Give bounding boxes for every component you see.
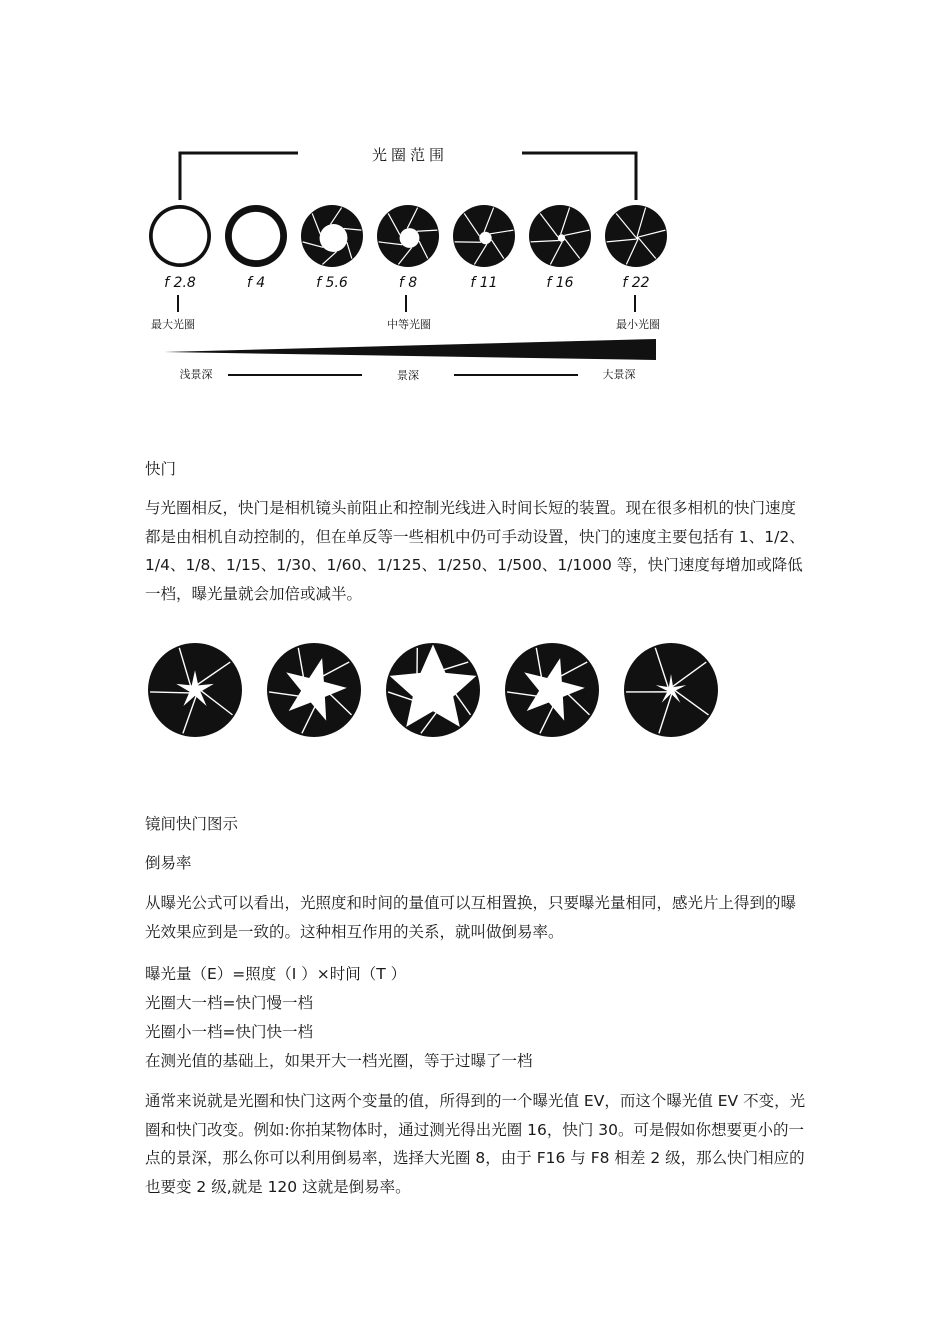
shutter-figure-caption: 镜间快门图示 [145, 815, 239, 833]
aperture-diaphragm-3 [301, 205, 363, 267]
leaf-shutter-5 [624, 643, 718, 737]
shutter-paragraph: 与光圈相反，快门是相机镜头前阻止和控制光线进入时间长短的装置。现在很多相机的快门速度都是由相机自动控制的，但在单反等一些相机中仍可手动设置，快门的速度主要包括有 1、1/2、1/4、1/8、1/15、1/30、1/60、1/125、1/250、1/500、1/1000 等，快门速度每增加或降低一档，曝光量就会加倍或减半。 [145, 499, 805, 603]
section-title-reciprocity: 倒易率 [145, 854, 192, 872]
range-bracket-right [522, 153, 636, 200]
dof-deep-label: 大景深 [602, 368, 636, 381]
dof-center-label: 景深 [397, 369, 419, 382]
aperture-diaphragm-7 [605, 205, 667, 267]
f-number-label-7: f 22 [622, 275, 650, 291]
aperture-diaphragm-1 [149, 205, 211, 267]
formula-line-3: 光圈小一档=快门快一档 [145, 1023, 313, 1041]
reciprocity-paragraph-2: 通常来说就是光圈和快门这两个变量的值，所得到的一个曝光值 EV，而这个曝光值 EV 不变，光圈和快门改变。例如:你拍某物体时，通过测光得出光圈 16，快门 30。可是假如你想要更小的一点的景深，那么你可以利用倒易率，选择大光圈 8，由于 F16 与 F8 相差 2 级，那么快门相应的也要变 2 级,就是 120 这就是倒易率。 [145, 1092, 806, 1196]
f-number-label-6: f 16 [546, 275, 574, 291]
f-number-label-1: f 2.8 [164, 275, 196, 291]
leaf-shutter-3 [386, 643, 480, 737]
formula-line-4: 在测光值的基础上，如果开大一档光圈，等于过曝了一档 [145, 1052, 533, 1070]
section-title-shutter: 快门 [145, 460, 177, 478]
aperture-diaphragm-4 [377, 205, 439, 267]
reciprocity-formula-lines [145, 960, 533, 1076]
f-number-label-4: f 8 [398, 275, 418, 291]
dof-shallow-label: 浅景深 [179, 368, 213, 381]
aperture-diaphragm-6 [529, 205, 591, 267]
formula-line-2: 光圈大一档=快门慢一档 [145, 994, 313, 1012]
leaf-shutter-figure [140, 636, 720, 746]
aperture-diaphragm-5 [453, 205, 515, 267]
aperture-diaphragm-row [149, 205, 667, 267]
aperture-range-title: 光圈范围 [371, 146, 449, 164]
range-bracket-left [180, 153, 298, 200]
tag-min-aperture: 最小光圈 [616, 318, 660, 331]
tag-max-aperture: 最大光圈 [151, 318, 195, 331]
leaf-shutter-2 [267, 643, 361, 737]
f-number-label-2: f 4 [246, 275, 266, 291]
leaf-shutter-1 [148, 643, 242, 737]
aperture-diaphragm-2 [225, 205, 287, 267]
formula-line-1: 曝光量（E）=照度（I ）×时间（T ） [145, 965, 407, 983]
reciprocity-paragraph: 从曝光公式可以看出，光照度和时间的量值可以互相置换，只要曝光量相同，感光片上得到的曝光效果应到是一致的。这种相互作用的关系，就叫做倒易率。 [145, 894, 797, 941]
aperture-range-figure [140, 140, 680, 390]
leaf-shutter-4 [505, 643, 599, 737]
f-number-label-3: f 5.6 [316, 275, 348, 291]
dof-wedge [164, 339, 656, 360]
f-number-label-5: f 11 [470, 275, 498, 291]
f-number-labels [164, 275, 650, 291]
tag-mid-aperture: 中等光圈 [387, 318, 431, 331]
